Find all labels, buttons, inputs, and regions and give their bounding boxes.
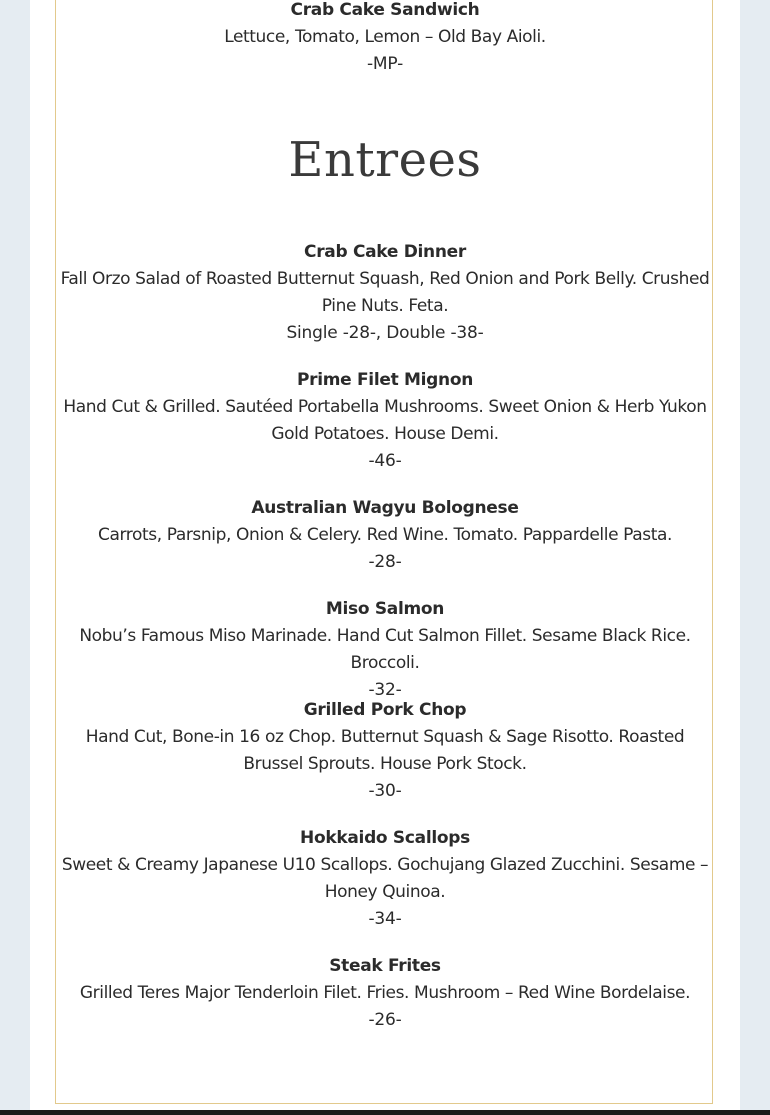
menu-item-description: Nobu’s Famous Miso Marinade. Hand Cut Salmon Fillet. Sesame Black Rice. Broccoli.: [79, 626, 691, 673]
menu-item-price: -28-: [368, 552, 402, 572]
menu-item-crab-cake-sandwich: [56, 0, 714, 78]
menu-item-description: Lettuce, Tomato, Lemon – Old Bay Aioli.: [224, 27, 546, 47]
menu-item-steak-frites: [56, 953, 714, 1034]
menu-item-name: Hokkaido Scallops: [300, 828, 470, 848]
menu-item-description: Sweet & Creamy Japanese U10 Scallops. Gochujang Glazed Zucchini. Sesame – Honey Quinoa.: [61, 855, 709, 902]
menu-item-grilled-pork-chop: [56, 697, 714, 805]
menu-item-price: -46-: [368, 451, 402, 471]
menu-item-price: -34-: [368, 909, 402, 929]
menu-item-name: Steak Frites: [329, 956, 441, 976]
menu-item-name: Grilled Pork Chop: [303, 700, 467, 720]
menu-item-name: Crab Cake Dinner: [304, 242, 466, 262]
menu-item-price: -30-: [368, 781, 402, 801]
menu-item-hokkaido-scallops: [56, 825, 714, 933]
menu-item-price: -26-: [368, 1010, 402, 1030]
menu-item-australian-wagyu-bolognese: [56, 495, 714, 576]
menu-item-description: Fall Orzo Salad of Roasted Butternut Squash, Red Onion and Pork Belly. Crushed Pine Nuts. Feta.: [60, 269, 710, 316]
section-title-entrees: Entrees: [288, 132, 482, 188]
menu-item-name: Prime Filet Mignon: [296, 370, 474, 390]
menu-item-name: Crab Cake Sandwich: [290, 0, 480, 20]
menu-item-miso-salmon: [56, 596, 714, 704]
menu-item-name: Australian Wagyu Bolognese: [251, 498, 519, 518]
menu-item-description: Carrots, Parsnip, Onion & Celery. Red Wine. Tomato. Pappardelle Pasta.: [98, 525, 672, 545]
menu-item-prime-filet-mignon: [56, 367, 714, 475]
menu-item-description: Grilled Teres Major Tenderloin Filet. Fries. Mushroom – Red Wine Bordelaise.: [79, 983, 691, 1003]
menu-item-description: Hand Cut & Grilled. Sautéed Portabella Mushrooms. Sweet Onion & Herb Yukon Gold Potatoes. House Demi.: [63, 397, 707, 444]
menu-item-price: Single -28-, Double -38-: [286, 323, 484, 343]
menu-item-price: -MP-: [366, 54, 403, 74]
menu-item-price: -32-: [368, 680, 402, 700]
menu-item-crab-cake-dinner: [56, 239, 714, 347]
menu-item-name: Miso Salmon: [325, 599, 445, 619]
bottom-divider-bar: [0, 1110, 770, 1115]
menu-item-description: Hand Cut, Bone-in 16 oz Chop. Butternut Squash & Sage Risotto. Roasted Brussel Sprouts. House Pork Stock.: [85, 727, 685, 774]
